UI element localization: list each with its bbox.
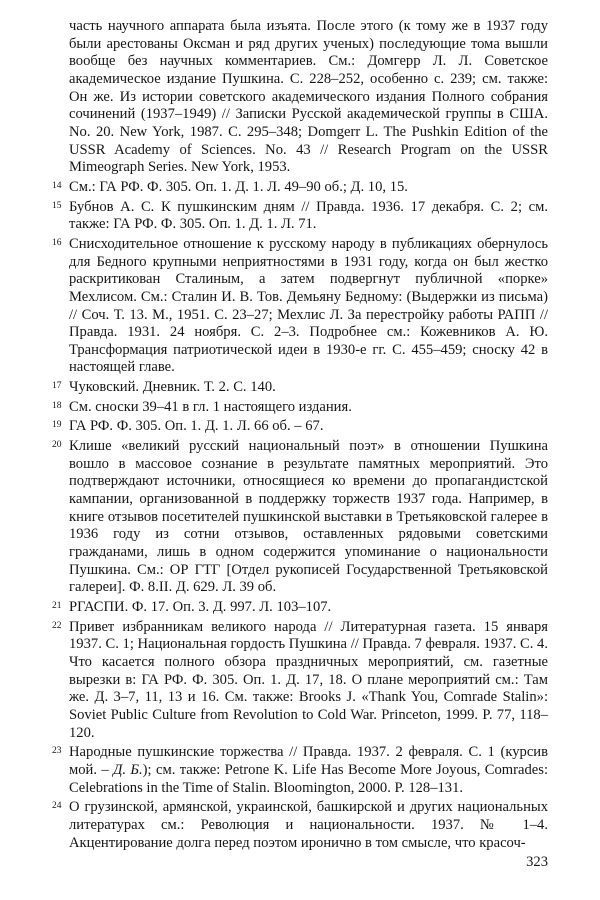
footnote-19 bbox=[52, 418, 548, 436]
footnote-number: 18 bbox=[52, 400, 62, 411]
footnote-number: 22 bbox=[52, 620, 62, 631]
page-body bbox=[52, 18, 548, 854]
footnote-18 bbox=[52, 398, 548, 417]
footnote-20 bbox=[52, 438, 548, 597]
continued-footnote-text: часть научного аппарата была изъята. После этого (к тому же в 1937 году были арестованы Оксман и ряд других ученых) последующие тома вышли вообще без научных комментариев. См.: Домгерр Л. Л. Советское академическое издание Пушкина. С. 228–252, особенно с. 239; см. также: Он же. Из истории советского академического издания Полного собрания сочинений (1937–1949) // Записки Русской академической группы в США. No. 20. New York, 1987. С. 295–348; Domgerr L. The Pushkin Edition of the USSR Academy of Sciences. No. 43 // Research Program on the USSR Mimeograph Series. New York, 1953. bbox=[69, 18, 548, 176]
footnote-text-after: ); см. также: Petrone K. Life Has Become More Joyous, Comrades: Celebrations in the Time of Stalin. Bloomington, 2000. P. 128–131. bbox=[69, 761, 548, 796]
footnote-text: См. сноски 39–41 в гл. 1 настоящего издания. bbox=[69, 398, 352, 415]
footnote-text-before: Народные пушкинские торжества // Правда. 1937. 2 февраля. С. 1 (курсив мой. – bbox=[69, 744, 548, 778]
footnote-text: О грузинской, армянской, украинской, башкирской и других национальных литературах см.: Революция и национальности. 1937. № 1–4. Акцентирование долга перед поэтом иронично в том смысле, что красоч- bbox=[69, 799, 548, 851]
footnote-number: 19 bbox=[52, 420, 62, 431]
footnote-21 bbox=[52, 599, 548, 617]
footnote-text: ГА РФ. Ф. 305. Оп. 1. Д. 1. Л. 66 об. – 67. bbox=[69, 418, 324, 435]
footnote-text: Чуковский. Дневник. Т. 2. С. 140. bbox=[69, 379, 276, 396]
footnote-14 bbox=[52, 178, 548, 197]
footnote-number: 17 bbox=[52, 381, 62, 392]
footnote-number: 21 bbox=[52, 601, 62, 611]
footnote-text: РГАСПИ. Ф. 17. Оп. 3. Д. 997. Л. 103–107. bbox=[69, 599, 332, 615]
footnote-text: Привет избранникам великого народа // Литературная газета. 15 января 1937. С. 1; Национальная гордость Пушкина // Правда. 7 февраля. 1937. С. 4. Что касается полного обзора праздничных мероприятий, см. газетные вырезки в: ГА РФ. Ф. 305. Оп. 1. Д. 17, 18. О плане мероприятий см.: Там же. Д. 3–7, 11, 13 и 16. См. также: Brooks J. «Thank You, Comrade Stalin»: Soviet Public Culture from Revolution to Cold War. Princeton, 1999. P. 77, 118–120. bbox=[69, 618, 548, 741]
footnote-number: 23 bbox=[52, 746, 62, 757]
footnote-text: Клише «великий русский национальный поэт» в отношении Пушкина вошло в массовое сознание в результате памятных мероприятий. Это подтверждают источники, относящиеся ко времени до пропагандистской кампании, организованной в поддержку торжеств 1937 года. Например, в книге отзывов посетителей пушкинской выставки в Третьяковской галерее в 1936 году из сотни отзывов, оставленных рядовыми советскими гражданами, лишь в одном содержится упоминание о национальности Пушкина. См.: ОР ГТГ [Отдел рукописей Государственной Третьяковской галереи]. Ф. 8.II. Д. 629. Л. 39 об. bbox=[69, 438, 548, 596]
footnote-number: 20 bbox=[52, 440, 62, 451]
footnote-16 bbox=[52, 235, 548, 377]
footnote-23 bbox=[52, 744, 548, 797]
footnote-22 bbox=[52, 618, 548, 743]
footnote-number: 14 bbox=[52, 180, 62, 191]
footnote-15 bbox=[52, 198, 548, 234]
page-number: 323 bbox=[526, 854, 548, 870]
footnote-text: Бубнов А. С. К пушкинским дням // Правда. 1936. 17 декабря. С. 2; см. также: ГА РФ. Ф. 305. Оп. 1. Д. 1. Л. 71. bbox=[69, 198, 548, 233]
footnote-number: 24 bbox=[52, 801, 62, 812]
footnote-17 bbox=[52, 379, 548, 397]
footnote-text: Снисходительное отношение к русскому народу в публикациях обернулось для Бедного крупными неприятностями в 1931 году, когда он был жестко раскритикован Сталиным, а затем подвергнут публичной «порке» Мехлисом. См.: Сталин И. В. Тов. Демьяну Бедному: (Выдержки из письма) // Соч. Т. 13. М., 1951. С. 23–27; Мехлис Л. За перестройку работы РАПП // Правда. 1931. 24 ноября. С. 2–3. Подробнее см.: Кожевников А. Ю. Трансформация патриотической идеи в 1930-е гг. С. 455–459; сноску 42 в настоящей главе. bbox=[69, 235, 548, 376]
footnote-number: 16 bbox=[52, 237, 62, 248]
footnote-author-initials: Д. Б. bbox=[113, 761, 143, 778]
footnote-24 bbox=[52, 799, 548, 852]
footnote-text: См.: ГА РФ. Ф. 305. Оп. 1. Д. 1. Л. 49–90 об.; Д. 10, 15. bbox=[69, 178, 408, 195]
footnote-number: 15 bbox=[52, 200, 62, 211]
